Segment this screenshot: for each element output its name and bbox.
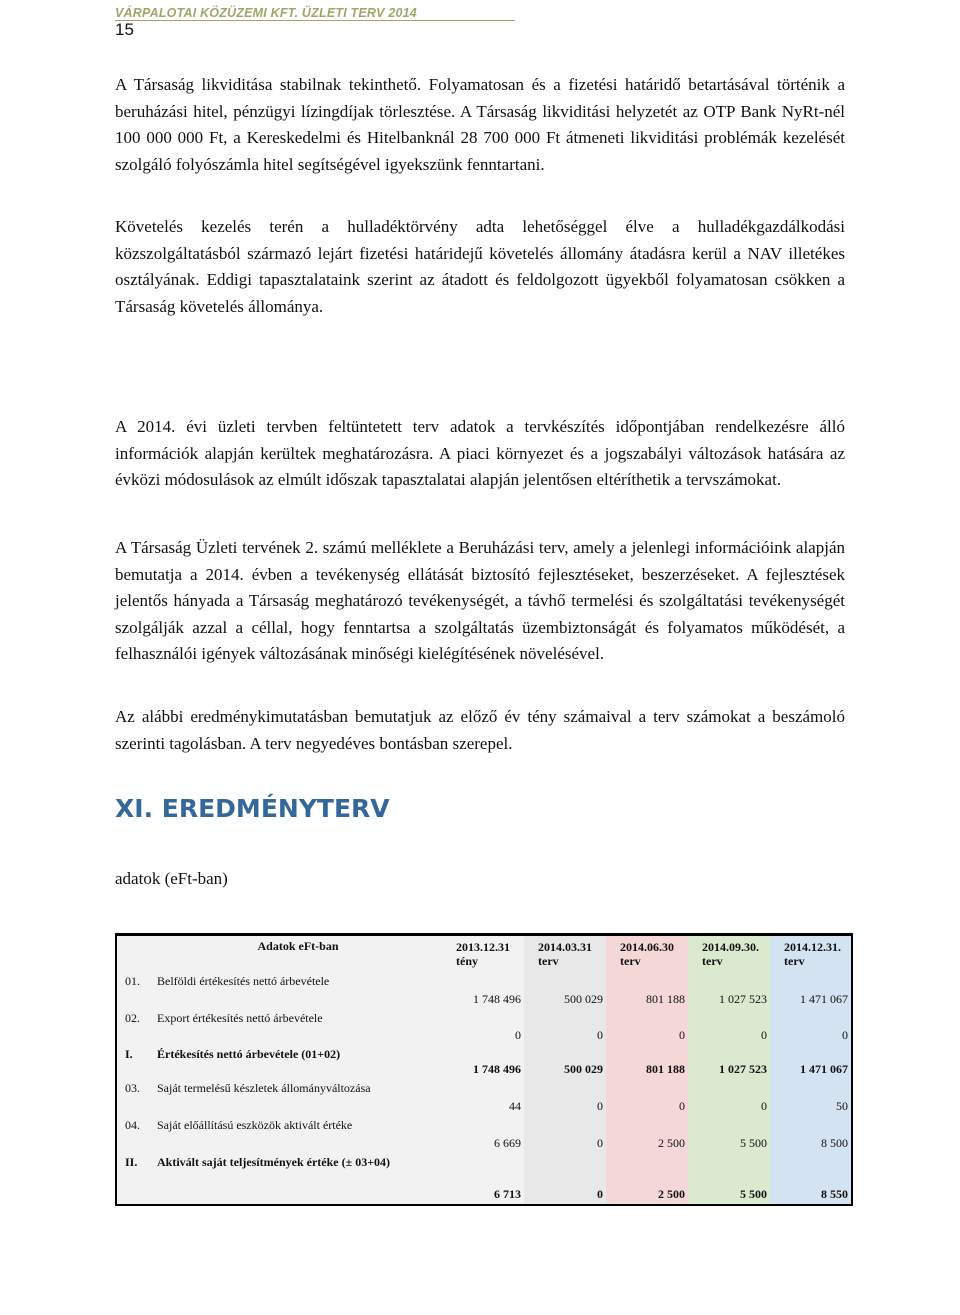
- value-cell: 0: [606, 1079, 688, 1116]
- income-plan-table: [115, 933, 853, 1206]
- col-header-2014-03-31: 2014.03.31 terv: [524, 935, 606, 973]
- value-cell: 1 027 523: [688, 972, 770, 1009]
- row-number: 01.: [116, 972, 154, 1009]
- value-cell: 0: [524, 1153, 606, 1205]
- col-header-2014-09-30: 2014.09.30. terv: [688, 935, 770, 973]
- value-cell: 801 188: [606, 972, 688, 1009]
- row-label: Saját előállítású eszközök aktivált értéke: [154, 1116, 442, 1153]
- row-number: 04.: [116, 1116, 154, 1153]
- row-label: Saját termelésű készletek állományváltozása: [154, 1079, 442, 1116]
- table-header-label: Adatok eFt-ban: [154, 935, 442, 973]
- value-cell: 1 748 496: [442, 972, 524, 1009]
- row-number: 02.: [116, 1009, 154, 1045]
- value-cell: 8 550: [770, 1153, 852, 1205]
- value-cell: 5 500: [688, 1116, 770, 1153]
- value-cell: 8 500: [770, 1116, 852, 1153]
- value-cell: 1 748 496: [442, 1045, 524, 1079]
- table-row: [116, 1116, 852, 1153]
- value-cell: 0: [524, 1079, 606, 1116]
- row-label: Belföldi értékesítés nettó árbevétele: [154, 972, 442, 1009]
- col-header-2013-12-31: 2013.12.31 tény: [442, 935, 524, 973]
- table-row: [116, 972, 852, 1009]
- value-cell: 0: [524, 1116, 606, 1153]
- table-row: [116, 1045, 852, 1079]
- paragraph-receivables: Követelés kezelés terén a hulladéktörvény adta lehetőséggel élve a hulladékgazdálkodási közszolgáltatásból származó lejárt fizetési határidejű követelés állomány átadásra kerül a NAV illetékes osztályának. Eddigi tapasztalataink szerint az átadott és feldolgozott ügyekből folyamatosan csökken a Társaság követelés állománya.: [115, 217, 845, 316]
- value-cell: 5 500: [688, 1153, 770, 1205]
- value-cell: 1 027 523: [688, 1045, 770, 1079]
- table-row: [116, 1009, 852, 1045]
- paragraph-liquidity: A Társaság likviditása stabilnak tekinthető. Folyamatosan és a fizetési határidő betartásával történik a beruházási hitel, pénzügyi lízingdíjak törlesztése. A Társaság likviditási helyzetét az OTP Bank NyRt-nél 100 000 000 Ft, a Kereskedelmi és Hitelbanknál 28 700 000 Ft átmeneti likviditási problémák kezelését szolgáló folyószámla hitel segítségével igyekszünk fenntartani.: [115, 75, 845, 174]
- row-label: Aktivált saját teljesítmények értéke (± 03+04): [154, 1153, 442, 1205]
- value-cell: 0: [688, 1079, 770, 1116]
- paragraph-income-statement-intro: Az alábbi eredménykimutatásban bemutatjuk az előző év tény számaival a terv számokat a beszámoló szerinti tagolásban. A terv negyedéves bontásban szerepel.: [115, 707, 845, 753]
- paragraph-investment-plan: A Társaság Üzleti tervének 2. számú melléklete a Beruházási terv, amely a jelenlegi információink alapján bemutatja a 2014. évben a tevékenység ellátását biztosító fejlesztéseket, beszerzéseket. A fejlesztések jelentős hányada a Társaság meghatározó tevékenységét, a távhő termelési és szolgáltatási tevékenységét szolgálják azzal a céllal, hogy fenntartsa a szolgáltatás üzembiztonságát és folyamatos működését, a felhasználói igények változásának minőségi kielégítésének növelésével.: [115, 538, 845, 663]
- value-cell: 2 500: [606, 1153, 688, 1205]
- row-number: 03.: [116, 1079, 154, 1116]
- data-unit-caption: adatok (eFt-ban): [115, 869, 228, 888]
- table-header-row: [116, 935, 852, 973]
- value-cell: 0: [442, 1009, 524, 1045]
- page-number: 15: [115, 20, 134, 39]
- col-header-2014-06-30: 2014.06.30 terv: [606, 935, 688, 973]
- section-title: XI. EREDMÉNYTERV: [115, 794, 390, 823]
- paragraph-plan-data: A 2014. évi üzleti tervben feltüntetett terv adatok a tervkészítés időpontjában rendelkezésre álló információk alapján kerültek meghatározásra. A piaci környezet és a jogszabályi változások hatására az évközi módosulások az elmúlt időszak tapasztalatai alapján jelentősen eltéríthetik a tervszámokat.: [115, 417, 845, 489]
- header-underline: [115, 20, 515, 21]
- value-cell: 500 029: [524, 972, 606, 1009]
- row-number: I.: [116, 1045, 154, 1079]
- value-cell: 801 188: [606, 1045, 688, 1079]
- table-row: [116, 1153, 852, 1205]
- value-cell: 0: [688, 1009, 770, 1045]
- value-cell: 500 029: [524, 1045, 606, 1079]
- value-cell: 0: [606, 1009, 688, 1045]
- value-cell: 2 500: [606, 1116, 688, 1153]
- document-header-title: VÁRPALOTAI KÖZÜZEMI KFT. ÜZLETI TERV 2014: [115, 6, 417, 20]
- table-row: [116, 1079, 852, 1116]
- row-number: II.: [116, 1153, 154, 1205]
- col-header-2014-12-31: 2014.12.31. terv: [770, 935, 852, 973]
- value-cell: 0: [524, 1009, 606, 1045]
- value-cell: 44: [442, 1079, 524, 1116]
- value-cell: 1 471 067: [770, 1045, 852, 1079]
- value-cell: 6 713: [442, 1153, 524, 1205]
- value-cell: 0: [770, 1009, 852, 1045]
- value-cell: 1 471 067: [770, 972, 852, 1009]
- row-label: Export értékesítés nettó árbevétele: [154, 1009, 442, 1045]
- value-cell: 50: [770, 1079, 852, 1116]
- row-label: Értékesítés nettó árbevétele (01+02): [154, 1045, 442, 1079]
- value-cell: 6 669: [442, 1116, 524, 1153]
